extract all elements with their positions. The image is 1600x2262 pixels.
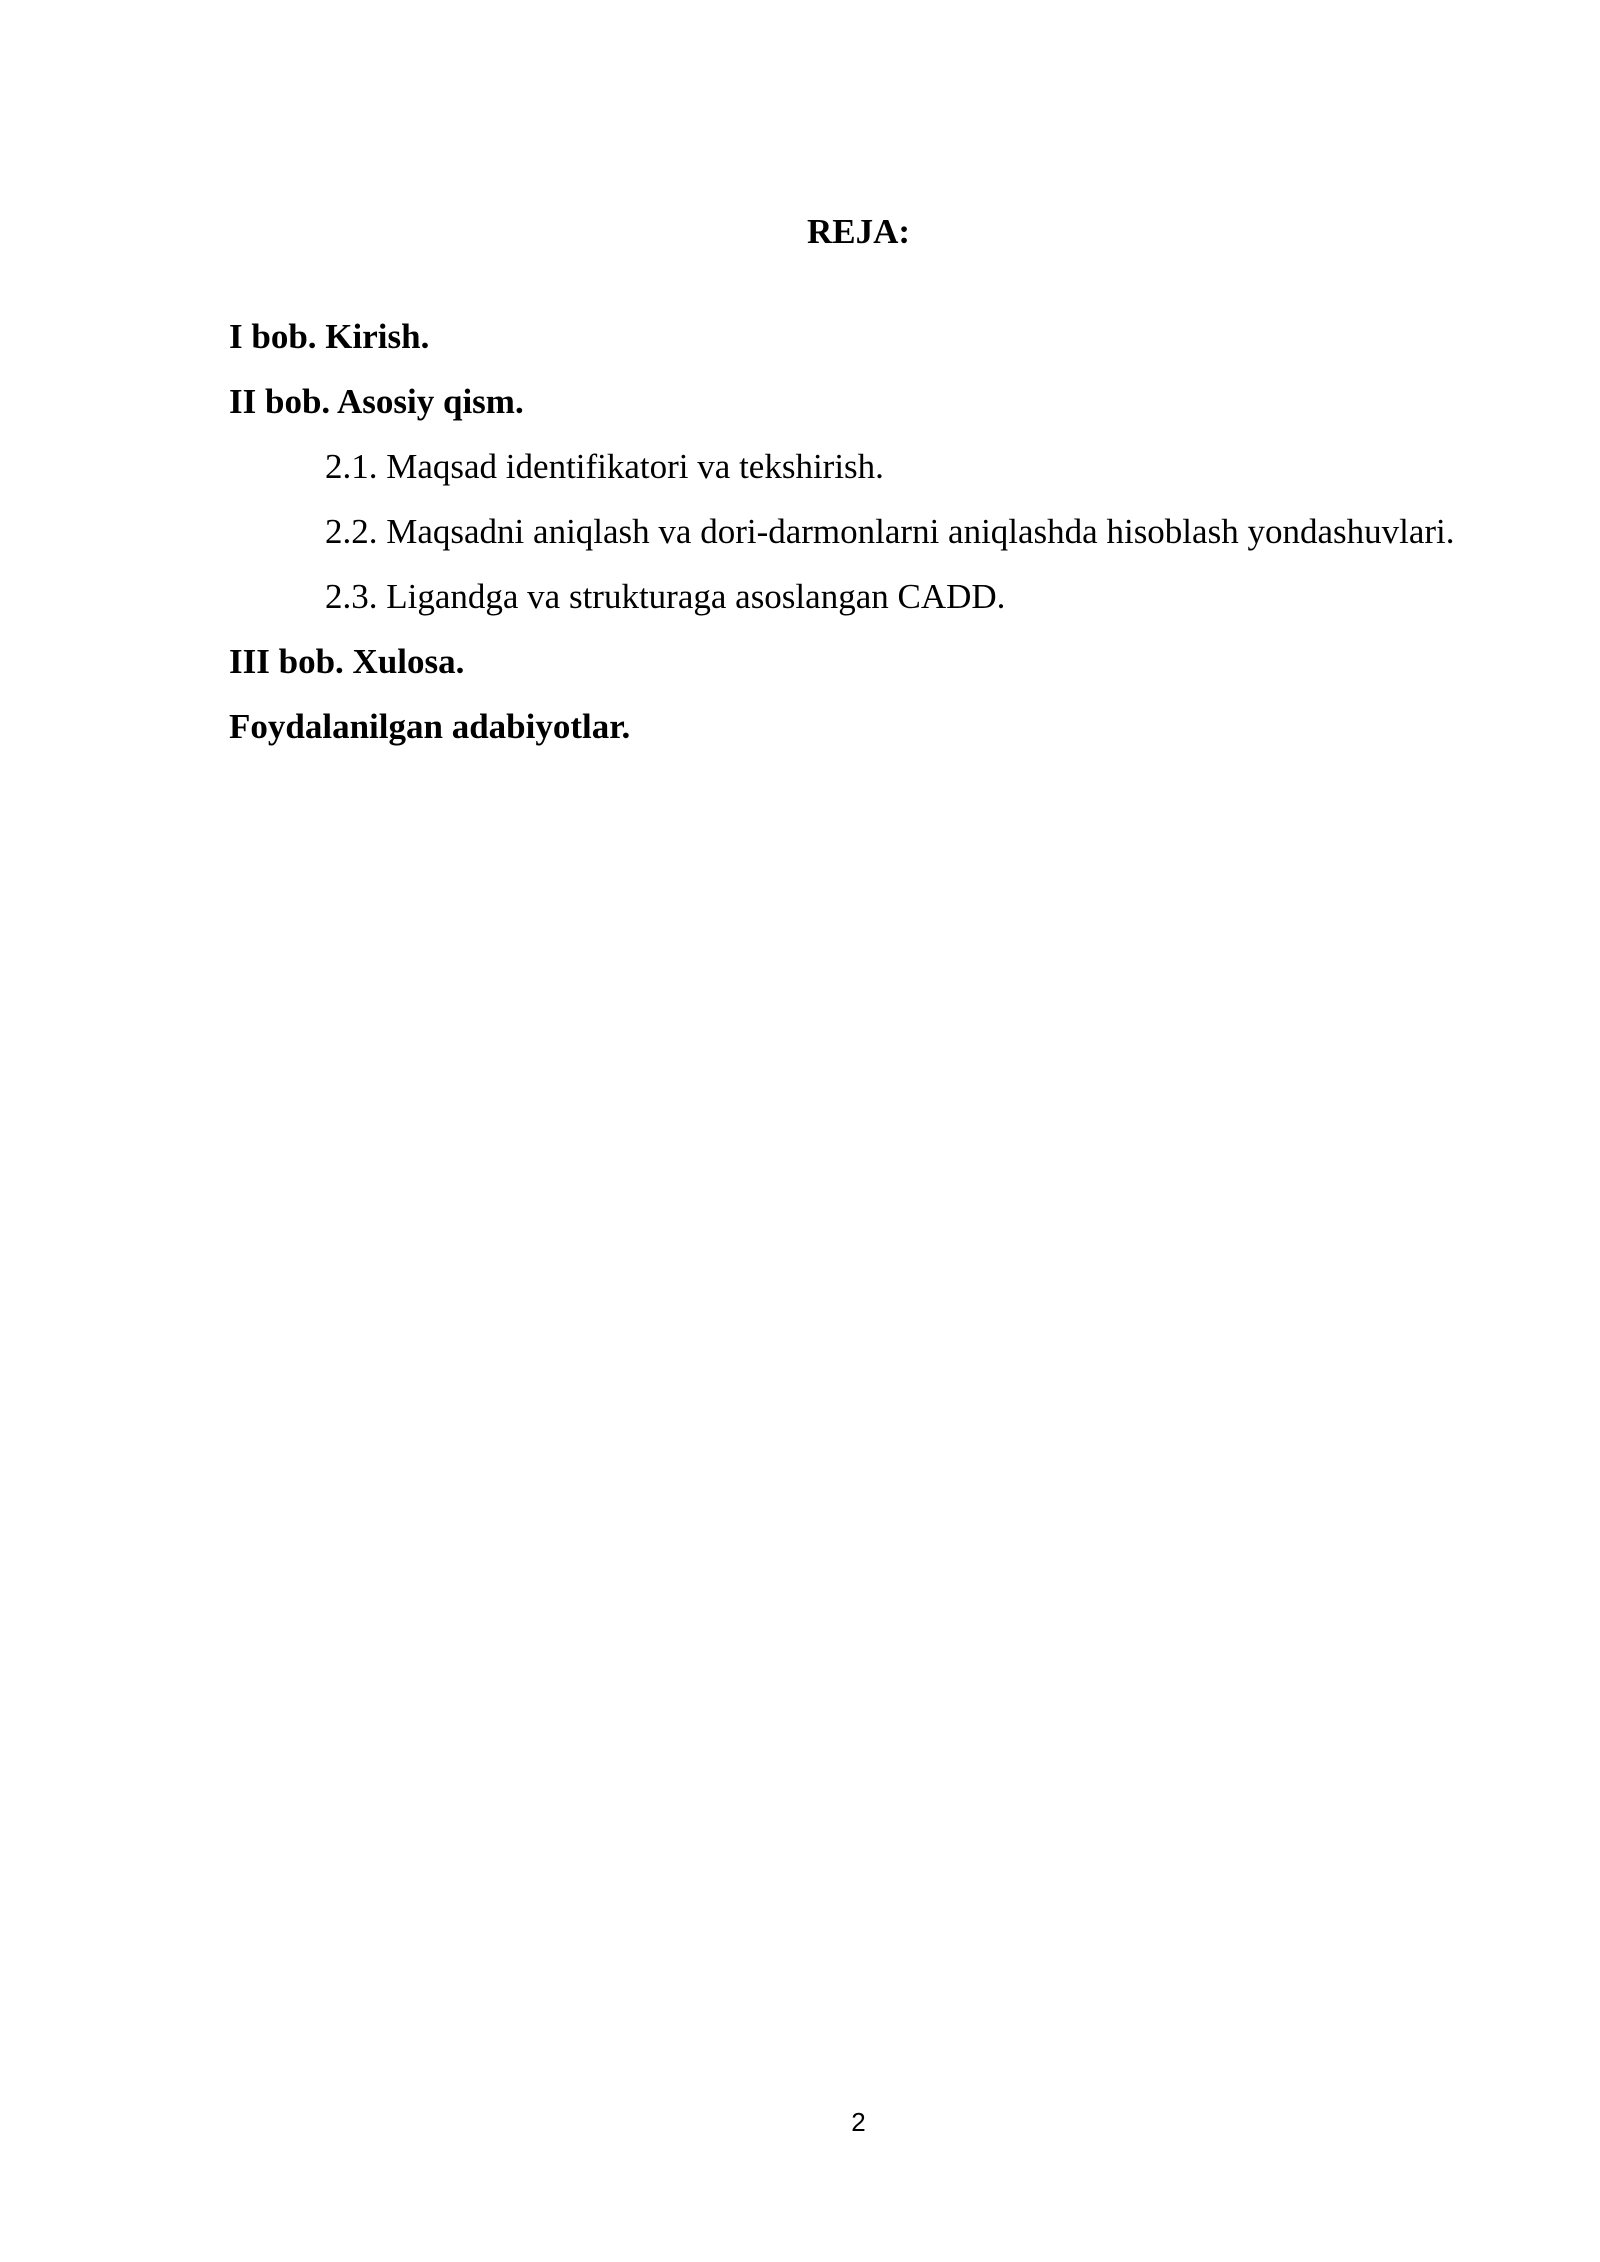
table-of-contents xyxy=(229,304,1488,759)
toc-section-2-2: 2.2. Maqsadni aniqlash va dori-darmonlarni aniqlashda hisoblash yondashuvlari. xyxy=(325,512,1455,551)
toc-chapter-3: III bob. Xulosa. xyxy=(229,642,465,681)
toc-references: Foydalanilgan adabiyotlar. xyxy=(229,707,631,746)
page-title: REJA: xyxy=(806,212,911,251)
toc-chapter-1: I bob. Kirish. xyxy=(229,317,430,356)
toc-chapter-2: II bob. Asosiy qism. xyxy=(229,382,524,421)
toc-section-2-3: 2.3. Ligandga va strukturaga asoslangan CADD. xyxy=(325,577,1006,616)
toc-section-2-1: 2.1. Maqsad identifikatori va tekshirish. xyxy=(325,447,884,486)
page-number: 2 xyxy=(851,2107,866,2137)
